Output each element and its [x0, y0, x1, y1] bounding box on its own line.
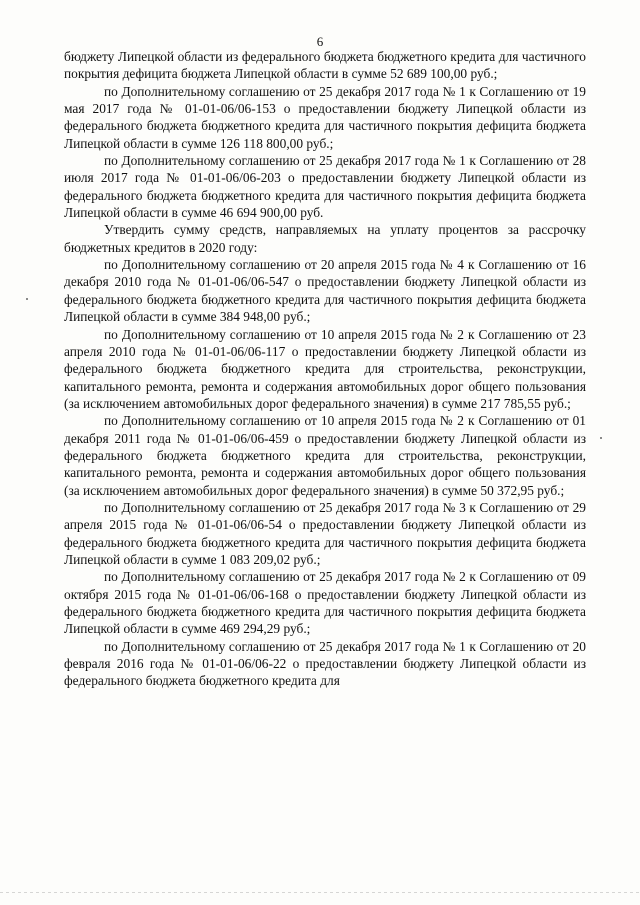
- paragraph: бюджету Липецкой области из федерального бюджета бюджетного кредита для частичного покрытия дефицита бюджета Липецкой области в сумме 52 689 100,00 руб.;: [64, 49, 586, 82]
- paragraph: по Дополнительному соглашению от 25 декабря 2017 года № 1 к Соглашению от 20 февраля 2016 года № 01-01-06/06-22 о предоставлении бюджету Липецкой области из федерального бюджета бюджетного кредита для: [64, 638, 586, 689]
- document-body: [64, 48, 586, 690]
- paragraph: Утвердить сумму средств, направляемых на уплату процентов за рассрочку бюджетных кредитов в 2020 году:: [64, 222, 586, 255]
- paragraph: по Дополнительному соглашению от 25 декабря 2017 года № 2 к Соглашению от 09 октября 2015 года № 01-01-06/06-168 о предоставлении бюджету Липецкой области из федерального бюджета бюджетного кредита для частичного покрытия дефицита бюджета Липецкой области в сумме 469 294,29 руб.;: [64, 569, 586, 637]
- scan-speck: [600, 437, 602, 439]
- scan-speck: [26, 298, 28, 300]
- paragraph: по Дополнительному соглашению от 25 декабря 2017 года № 1 к Соглашению от 19 мая 2017 года № 01-01-06/06-153 о предоставлении бюджету Липецкой области из федерального бюджета бюджетного кредита для частичного покрытия дефицита бюджета Липецкой области в сумме 126 118 800,00 руб.;: [64, 83, 586, 151]
- paragraph: по Дополнительному соглашению от 20 апреля 2015 года № 4 к Соглашению от 16 декабря 2010 года № 01-01-06/06-547 о предоставлении бюджету Липецкой области из федерального бюджета бюджетного кредита для частичного покрытия дефицита бюджета Липецкой области в сумме 384 948,00 руб.;: [64, 257, 586, 325]
- paragraph: по Дополнительному соглашению от 10 апреля 2015 года № 2 к Соглашению от 23 апреля 2010 года № 01-01-06/06-117 о предоставлении бюджету Липецкой области из федерального бюджета бюджетного кредита для строительства, реконструкции, капитального ремонта, ремонта и содержания автомобильных дорог общего пользования (за исключением автомобильных дорог федерального значения) в сумме 217 785,55 руб.;: [64, 326, 586, 411]
- paragraph: по Дополнительному соглашению от 25 декабря 2017 года № 1 к Соглашению от 28 июля 2017 года № 01-01-06/06-203 о предоставлении бюджету Липецкой области из федерального бюджета бюджетного кредита для частичного покрытия дефицита бюджета Липецкой области в сумме 46 694 900,00 руб.: [64, 153, 586, 221]
- page-number: 6: [316, 34, 324, 49]
- paragraph: по Дополнительному соглашению от 10 апреля 2015 года № 2 к Соглашению от 01 декабря 2011 года № 01-01-06/06-459 о предоставлении бюджету Липецкой области из федерального бюджета бюджетного кредита для строительства, реконструкции, капитального ремонта, ремонта и содержания автомобильных дорог общего пользования (за исключением автомобильных дорог федерального значения) в сумме 50 372,95 руб.;: [64, 413, 586, 498]
- paragraph: по Дополнительному соглашению от 25 декабря 2017 года № 3 к Соглашению от 29 апреля 2015 года № 01-01-06/06-54 о предоставлении бюджету Липецкой области из федерального бюджета бюджетного кредита для частичного покрытия дефицита бюджета Липецкой области в сумме 1 083 209,02 руб.;: [64, 499, 586, 567]
- scan-edge-line: [0, 892, 640, 893]
